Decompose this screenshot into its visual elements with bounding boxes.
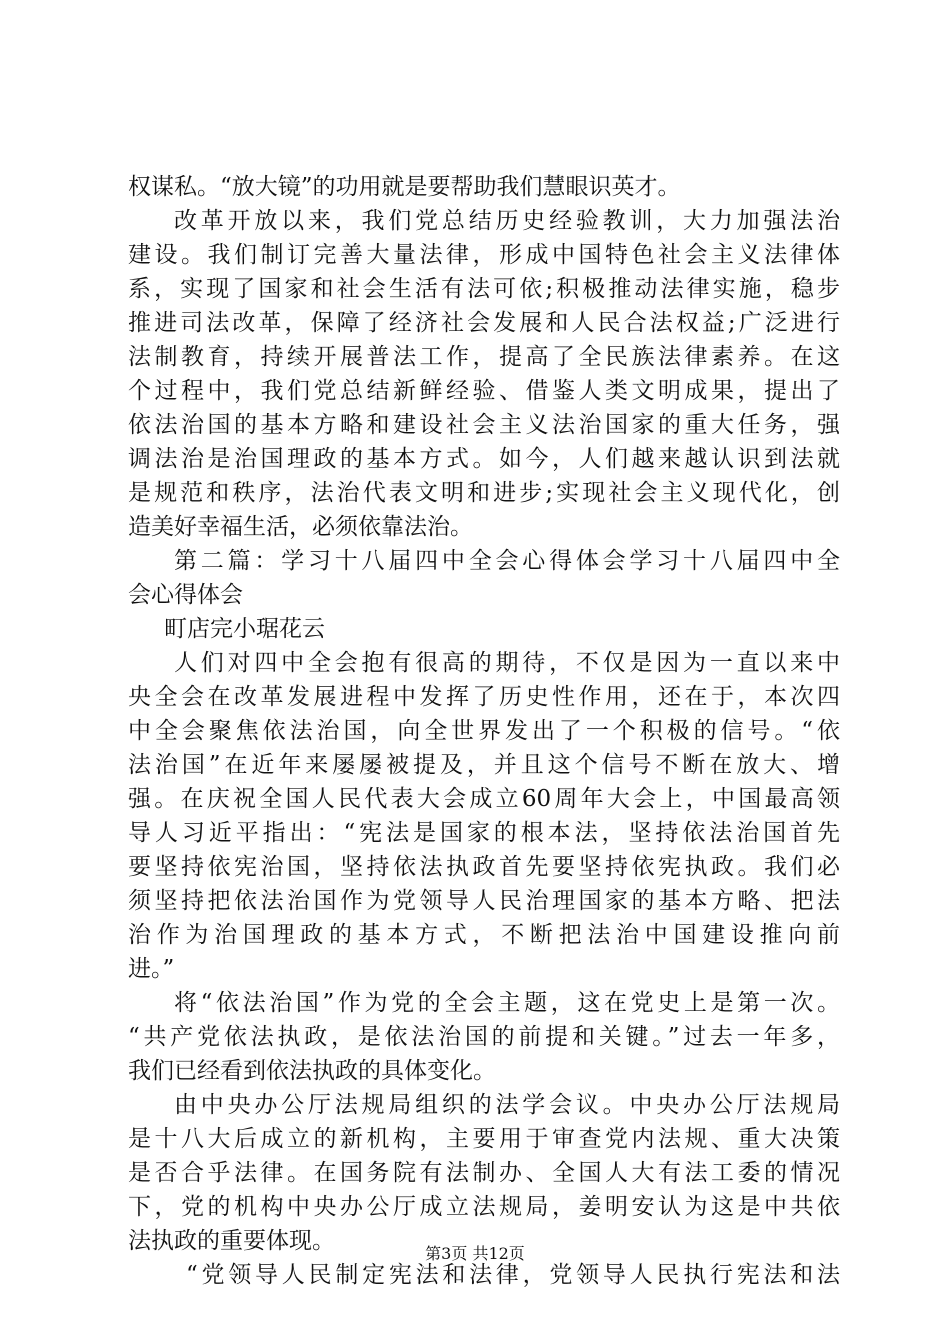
text-line: 调法治是治国理政的基本方式。如今，人们越来越认识到法就 [128,446,840,472]
text-line: 是十八大后成立的新机构，主要用于审查党内法规、重大决策 [128,1126,840,1152]
text-line: 依法治国的基本方略和建设社会主义法治国家的重大任务，强 [128,412,840,438]
text-line: 央全会在改革发展进程中发挥了历史性作用，还在于，本次四 [128,684,840,710]
text-line: 要坚持依宪治国，坚持依法执政首先要坚持依宪执政。我们必 [128,854,840,880]
text-line: 是否合乎法律。在国务院有法制办、全国人大有法工委的情况 [128,1160,840,1186]
text-line: 法治国”在近年来屡屡被提及，并且这个信号不断在放大、增 [128,752,840,778]
text-line: 法制教育，持续开展普法工作，提高了全民族法律素养。在这 [128,344,840,370]
document-body [128,170,840,1292]
text-line: 进。” [128,956,175,982]
text-line: 须坚持把依法治国作为党领导人民治理国家的基本方略、把法 [128,888,840,914]
text-line: 导人习近平指出：“宪法是国家的根本法，坚持依法治国首先 [128,820,840,846]
text-line: 将“依法治国”作为党的全会主题，这在党史上是第一次。 [174,990,840,1016]
text-line: 推进司法改革，保障了经济社会发展和人民合法权益;广泛进行 [128,310,840,336]
author-line: 町店完小琚花云 [164,616,325,642]
text-line: 下，党的机构中央办公厅成立法规局，姜明安认为这是中共依 [128,1194,840,1220]
section-heading-continued: 会心得体会 [128,582,243,608]
text-line: 中全会聚焦依法治国，向全世界发出了一个积极的信号。“依 [128,718,840,744]
text-line: 治作为治国理政的基本方式，不断把法治中国建设推向前 [128,922,840,948]
text-line: 改革开放以来，我们党总结历史经验教训，大力加强法治 [174,208,840,234]
text-line: 系，实现了国家和社会生活有法可依;积极推动法律实施，稳步 [128,276,840,302]
text-line: “党领导人民制定宪法和法律，党领导人民执行宪法和法 [186,1262,840,1288]
text-line: 人们对四中全会抱有很高的期待，不仅是因为一直以来中 [174,650,840,676]
text-line: 个过程中，我们党总结新鲜经验、借鉴人类文明成果，提出了 [128,378,840,404]
text-line: 我们已经看到依法执政的具体变化。 [128,1058,496,1084]
text-line: 法执政的重要体现。 [128,1228,335,1254]
section-heading: 第二篇：学习十八届四中全会心得体会学习十八届四中全 [174,548,840,574]
text-line: 由中央办公厅法规局组织的法学会议。中央办公厅法规局 [174,1092,840,1118]
page-number: 第3页 共12页 [425,1244,525,1263]
text-line: “共产党依法执政，是依法治国的前提和关键。”过去一年多， [128,1024,840,1050]
text-line: 是规范和秩序，法治代表文明和进步;实现社会主义现代化，创 [128,480,840,506]
text-line: 权谋私。“放大镜”的功用就是要帮助我们慧眼识英才。 [128,174,681,200]
text-line: 强。在庆祝全国人民代表大会成立60周年大会上，中国最高领 [128,786,840,812]
text-line: 造美好幸福生活，必须依靠法治。 [128,514,473,540]
text-line: 建设。我们制订完善大量法律，形成中国特色社会主义法律体 [128,242,840,268]
